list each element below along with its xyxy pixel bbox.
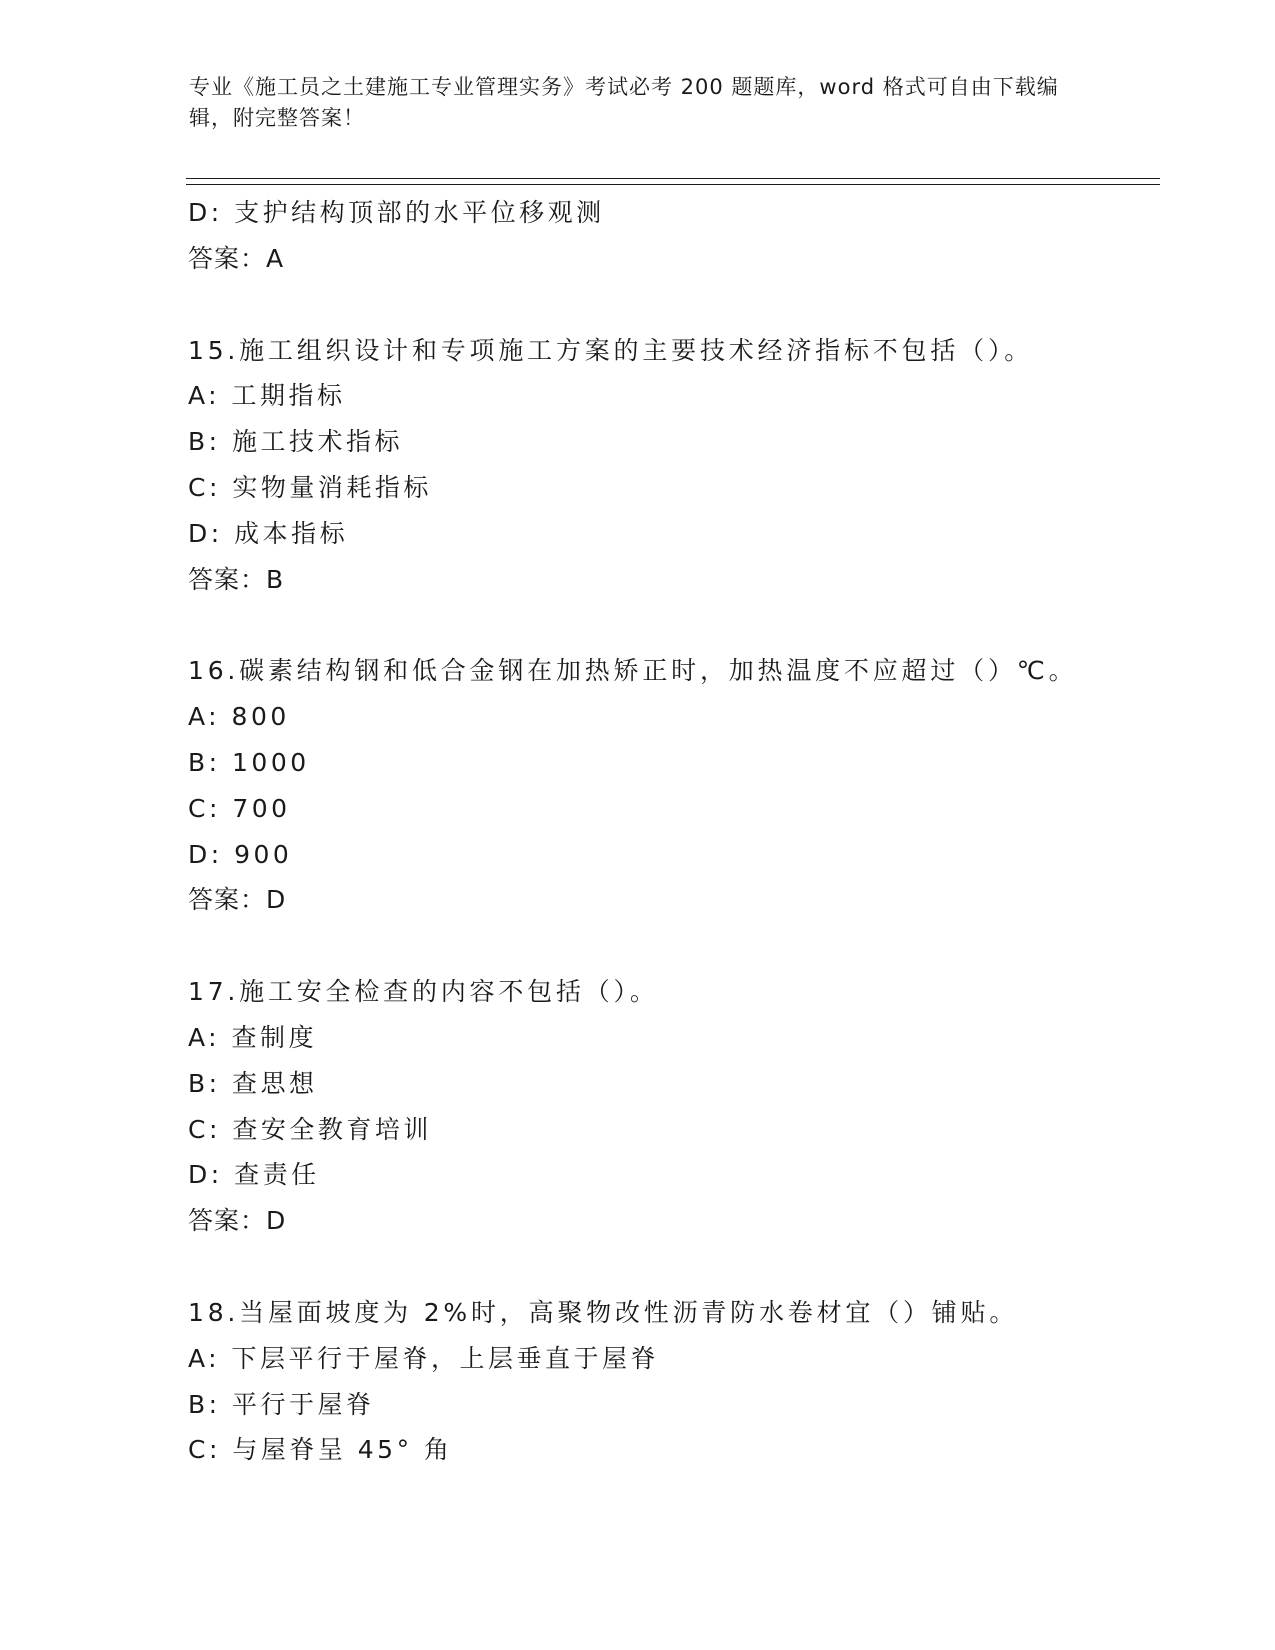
- option-d: D: 900: [188, 839, 293, 869]
- option-a: A: 800: [188, 702, 290, 732]
- option-c: C: 查安全教育培训: [188, 1114, 432, 1144]
- option-b: B: 1000: [188, 747, 310, 777]
- question-18: [188, 1290, 1148, 1473]
- question-stem: 15.施工组织设计和专项施工方案的主要技术经济指标不包括（）。: [188, 335, 1034, 365]
- question-15: [188, 328, 1148, 603]
- option-c: C: 实物量消耗指标: [188, 472, 432, 502]
- option-a: A: 查制度: [188, 1022, 318, 1052]
- prior-question-tail: [188, 190, 1148, 282]
- option-c: C: 与屋脊呈 45° 角: [188, 1435, 453, 1465]
- question-stem: 16.碳素结构钢和低合金钢在加热矫正时，加热温度不应超过（）℃。: [188, 656, 1078, 686]
- question-stem: 18.当屋面坡度为 2%时，高聚物改性沥青防水卷材宜（）铺贴。: [188, 1297, 1019, 1327]
- header-rule-bottom: [186, 184, 1160, 185]
- header-rule-top: [186, 178, 1160, 179]
- option-d: D: 查责任: [188, 1160, 320, 1190]
- option-b: B: 查思想: [188, 1068, 318, 1098]
- option-d: D: 支护结构顶部的水平位移观测: [188, 198, 605, 227]
- option-a: A: 工期指标: [188, 381, 346, 411]
- option-b: B: 施工技术指标: [188, 427, 404, 457]
- answer-line: 答案：D: [188, 1206, 287, 1236]
- option-d: D: 成本指标: [188, 518, 349, 548]
- option-b: B: 平行于屋脊: [188, 1389, 375, 1419]
- option-c: C: 700: [188, 793, 291, 823]
- option-a: A: 下层平行于屋脊，上层垂直于屋脊: [188, 1343, 660, 1373]
- answer-line: 答案：D: [188, 885, 287, 915]
- document-body: [188, 190, 1148, 1473]
- document-intro: 专业《施工员之土建施工专业管理实务》考试必考 200 题题库，word 格式可自由下载编辑，附完整答案！: [189, 75, 1059, 130]
- question-17: [188, 969, 1148, 1244]
- answer-line: 答案：A: [188, 243, 285, 273]
- question-16: [188, 648, 1148, 923]
- question-stem: 17.施工安全检查的内容不包括（）。: [188, 977, 659, 1007]
- answer-line: 答案：B: [188, 564, 285, 594]
